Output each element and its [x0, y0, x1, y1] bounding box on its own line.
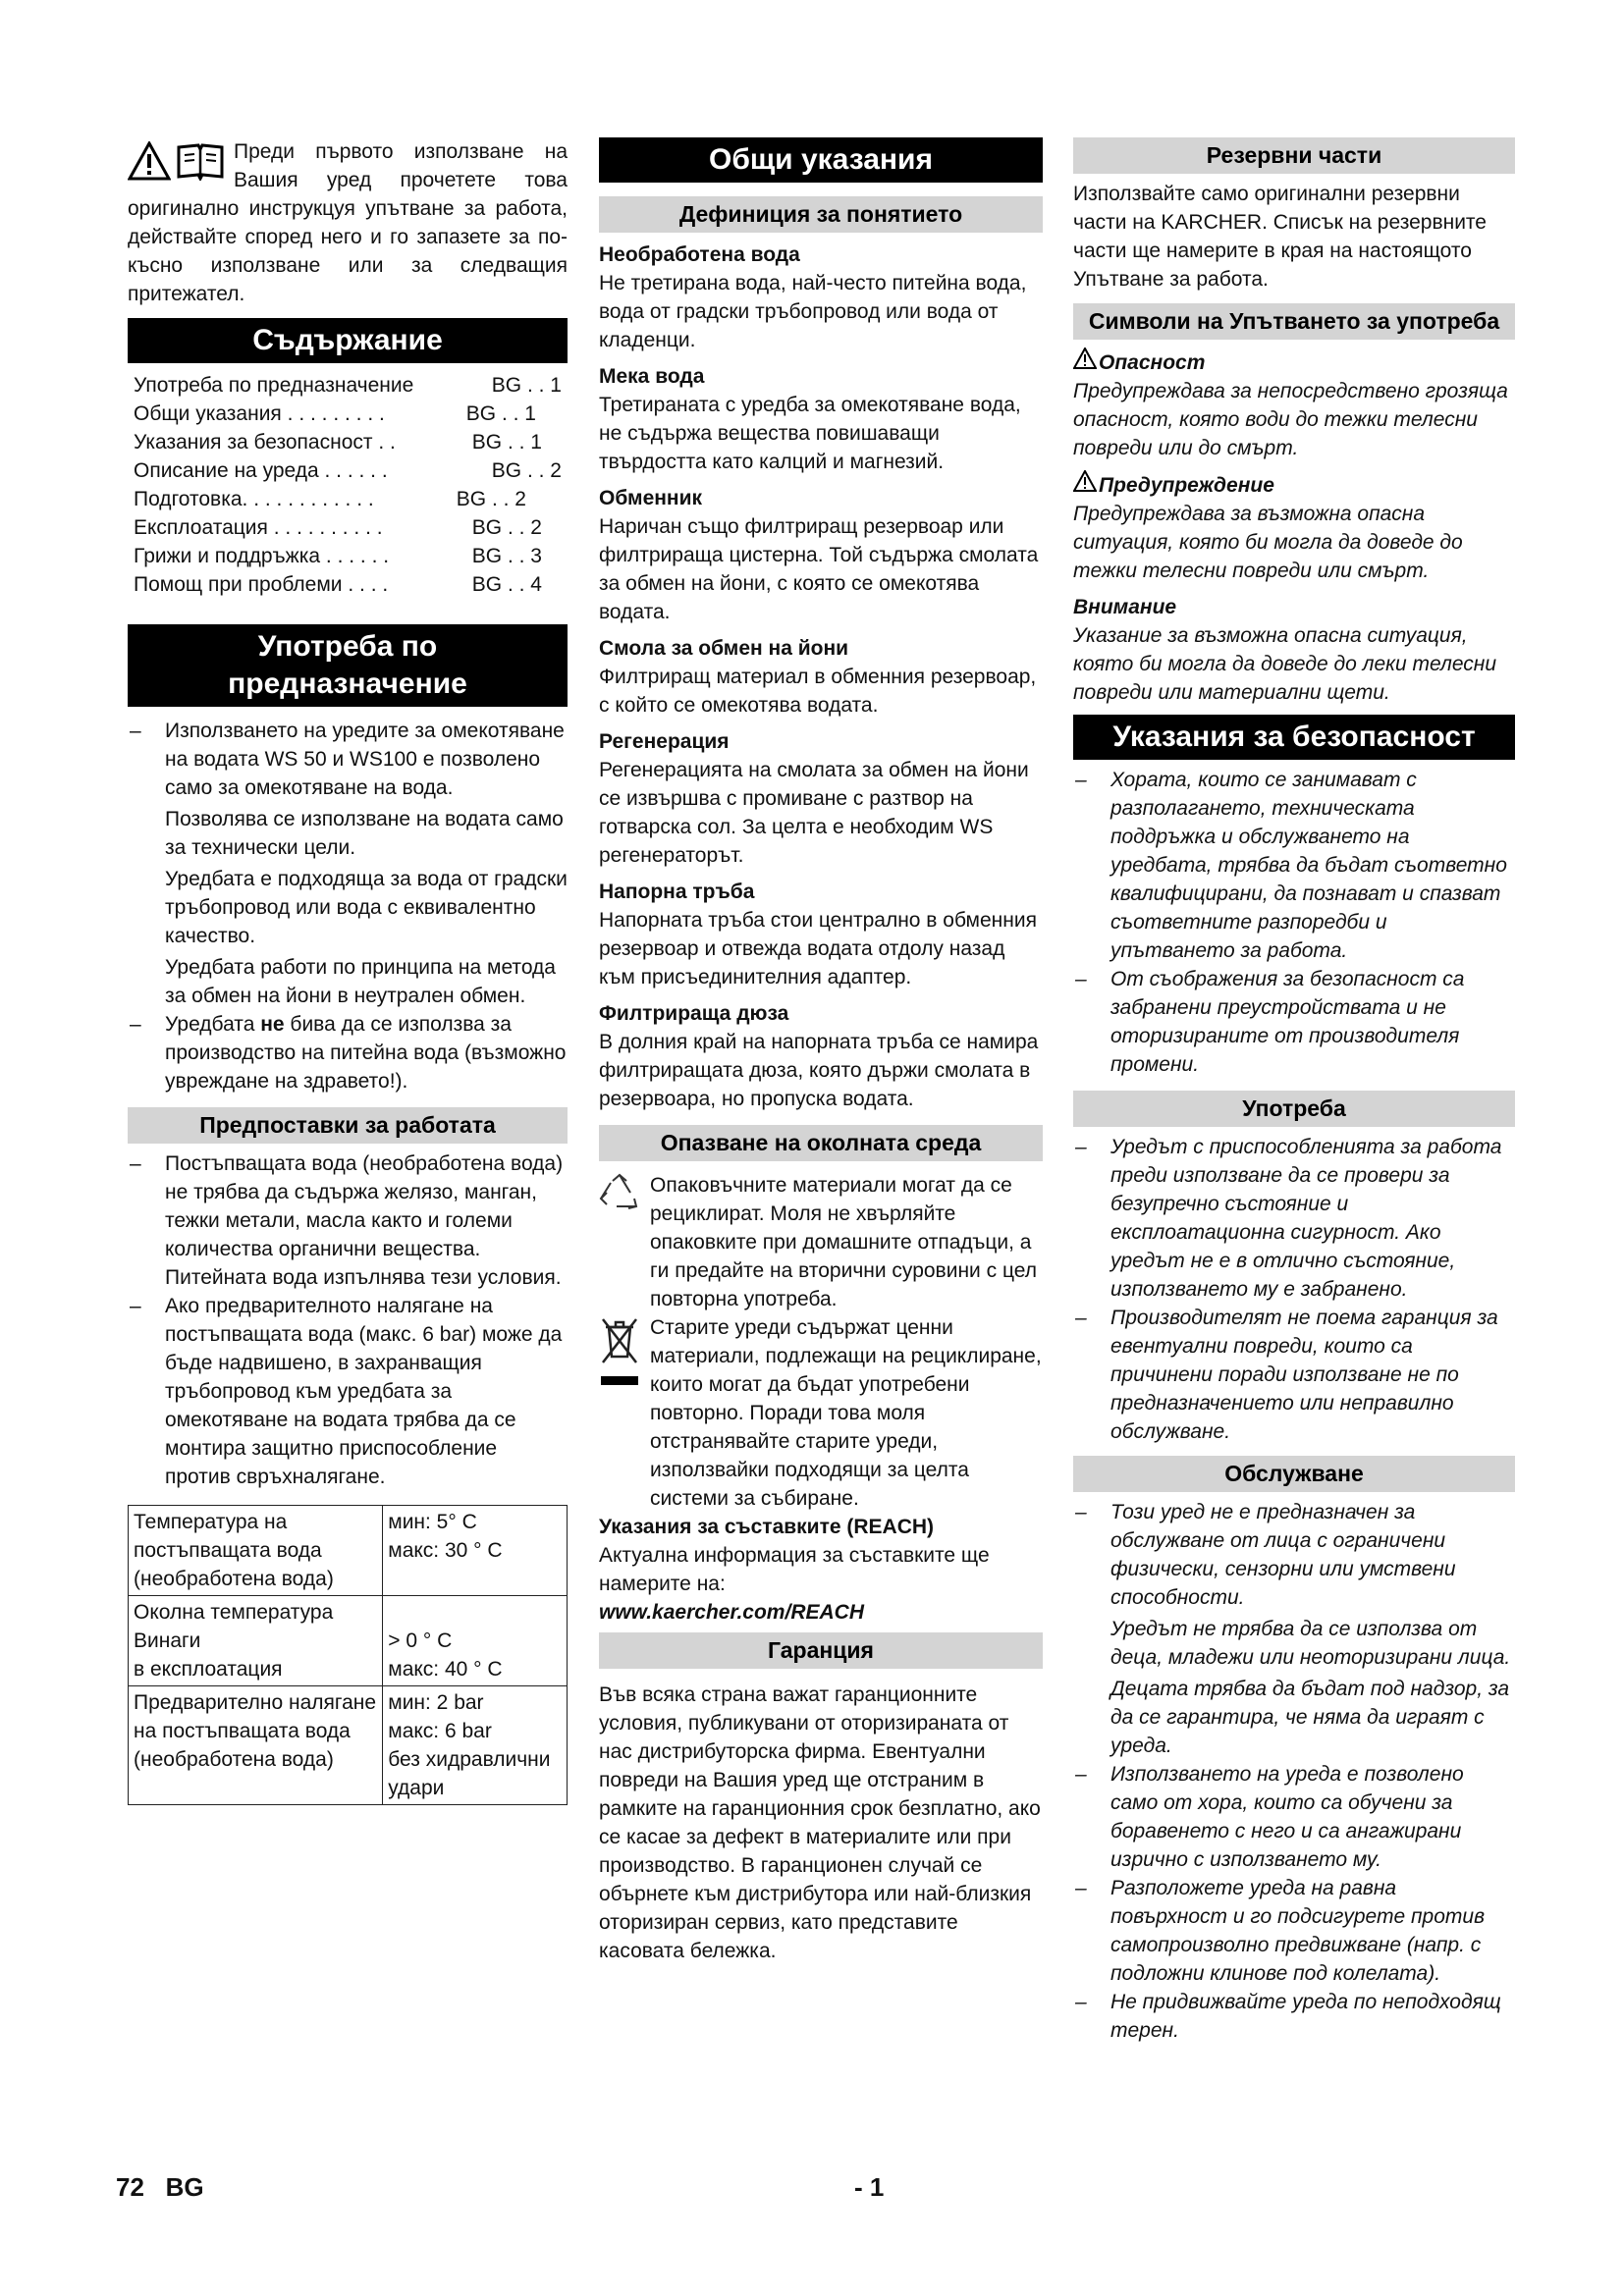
- toc-item[interactable]: [134, 400, 562, 428]
- page-language: BG: [165, 2172, 204, 2202]
- spare-text: Използвайте само оригинални резервни части на KARCHER. Списък на резервните части ще намерите в края на настоящото Упътване за работа.: [1073, 183, 1487, 291]
- column-middle: [599, 137, 1043, 1965]
- toc-list: [128, 363, 568, 599]
- env-recycle-row: [599, 1171, 1043, 1313]
- spare-heading: Резервни части: [1073, 137, 1515, 174]
- term-soft-water-desc: Третираната с уредба за омекотяване вода, не съдържа вещества повишаващи твърдостта като калций и магнезий.: [599, 394, 1021, 473]
- definitions: [599, 240, 1043, 1113]
- column-left: [128, 137, 568, 1805]
- use-bullet-2: – Производителят не поема гаранция за евентуални повреди, които са причинени поради използване не по предназначението или неправилно обслужване.: [1073, 1304, 1515, 1446]
- env-heading: Опазване на околната среда: [599, 1125, 1043, 1161]
- usage-heading: Употреба по предназначение: [128, 624, 568, 707]
- usage-sub-3: Уредбата работи по принципа на метода за обмен на йони в неутрален обмен.: [165, 956, 556, 1007]
- env-recycle-text: Опаковъчните материали могат да се рециклират. Моля не хвърляйте опаковките при домашните отпадъци, а ги предайте на вторични суровини с цел повторна употреба.: [650, 1174, 1037, 1310]
- toc-item-ref: BG . . 2: [456, 488, 526, 510]
- usage-sub-1: Позволява се използване на водата само за технически цели.: [165, 808, 564, 859]
- service-sub-2: Децата трябва да бъдат под надзор, за да се гарантира, че няма да играят с уреда.: [1110, 1678, 1510, 1757]
- usage-sub-2: Уредбата е подходяща за вода от градски тръбопровод или вода с еквивалентно качество.: [165, 868, 568, 947]
- intro-block: [128, 137, 568, 308]
- page-number: 72: [116, 2172, 144, 2202]
- usage-section: [128, 717, 568, 1095]
- env-weee-text: Старите уреди съдържат ценни материали, подлежащи на рециклиране, които могат да бъдат употребени повторно. Поради това моля отстранявайте старите уреди, използвайки подходящи за целта системи за събиране.: [650, 1316, 1042, 1510]
- warning-text: Предупреждава за възможна опасна ситуация, която би могла да доведе до тежки телесни повреди или смърт.: [1073, 503, 1463, 582]
- toc-item-dots: . . . . . .: [318, 459, 388, 482]
- page-footer-center: - 1: [854, 2172, 885, 2202]
- toc-item-label: Помощ при проблеми: [134, 573, 343, 596]
- general-heading: Общи указания: [599, 137, 1043, 183]
- service-heading: Обслужване: [1073, 1456, 1515, 1492]
- spec-cell: Предварително налягане на постъпващата вода (необработена вода): [129, 1686, 383, 1805]
- usage-bullet-2: [128, 1010, 568, 1095]
- intro-text: Преди първото използване на Вашия уред прочетете това оригинално инструкцуя упътване за работа, действайте според него и го запазете за по-късно използване или за следващия притежател.: [128, 140, 568, 305]
- safety-heading: Указания за безопасност: [1073, 715, 1515, 760]
- term-filter-nozzle: Филтрираща дюза: [599, 1002, 789, 1025]
- toc-item-label: Употреба по предназначение: [134, 374, 414, 397]
- toc-item-ref: BG . . 2: [491, 459, 562, 482]
- service-bullet-2: – Използването на уреда е позволено само от хора, които са обучени за боравенето с него и са ангажирани изрично с използването му.: [1073, 1760, 1515, 1874]
- warranty-heading: Гаранция: [599, 1632, 1043, 1669]
- usage-bullet-2-pre: Уредбата: [165, 1013, 261, 1036]
- toc-item-label: Подготовка: [134, 488, 243, 510]
- term-resin: Смола за обмен на йони: [599, 637, 849, 660]
- service-sub-1: Уредът не трябва да се използва от деца, младежи или неоторизирани лица.: [1110, 1618, 1511, 1669]
- term-pressure-pipe: Напорна тръба: [599, 881, 755, 903]
- prereq-bullet-1: – Постъпващата вода (необработена вода) не трябва да съдържа желязо, манган, тежки метали, масла както и големи количества органични вещества. Питейната вода изпълнява тези условия.: [128, 1149, 568, 1292]
- reach-title: Указания за съставките (REACH): [599, 1516, 935, 1538]
- toc-item-dots: . . . . . . . . . .: [267, 516, 383, 539]
- toc-item[interactable]: [134, 428, 562, 456]
- spec-cell: мин: 5° C макс: 30 ° C: [383, 1506, 568, 1596]
- safety-bullet-1: – Хората, които се занимават с разполагането, техническата поддръжка и обслужването на уредбата, трябва да бъдат съответно квалифицирани, да познават и спазват съответните разпоредби и упътването за работа.: [1073, 766, 1515, 965]
- term-regeneration-desc: Регенерацията на смолата за обмен на йони се извършва с промиване с разтвор на готварска сол. За целта е необходим WS регенераторът.: [599, 759, 1029, 867]
- term-regeneration: Регенерация: [599, 730, 730, 753]
- column-right: [1073, 137, 1515, 2045]
- toc-item-label: Грижи и поддръжка: [134, 545, 321, 567]
- toc-item-ref: BG . . 1: [471, 431, 542, 454]
- term-filter-nozzle-desc: В долния край на напорната тръба се намира филтриращата дюза, която държи смолата в резервоара, но пропуска водата.: [599, 1031, 1039, 1110]
- danger-text: Предупреждава за непосредствено грозяща опасност, която води до тежки телесни повреди или до смърт.: [1073, 380, 1508, 459]
- service-bullet-1: – Този уред не е предназначен за обслужване от лица с ограничени физически, сензорни или умствени способности.: [1073, 1498, 1515, 1612]
- toc-heading: Съдържание: [128, 318, 568, 363]
- toc-item-label: Общи указания: [134, 402, 282, 425]
- danger-triangle-icon: [1073, 347, 1097, 377]
- warning-small-triangle-icon: [1073, 470, 1097, 500]
- toc-item-label: Описание на уреда: [134, 459, 319, 482]
- toc-item-dots: . . . . . . . . .: [281, 402, 385, 425]
- term-exchanger: Обменник: [599, 487, 703, 509]
- toc-item-ref: BG . . 1: [491, 374, 562, 397]
- usage-bullet-2-post: бива да се използва за производство на питейна вода (възможно увреждане на здравето!).: [165, 1013, 567, 1093]
- term-raw-water-desc: Не третирана вода, най-често питейна вода, вода от градски тръбопровод или вода от кладенци.: [599, 272, 1027, 351]
- reach-link[interactable]: www.kaercher.com/REACH: [599, 1601, 864, 1624]
- use-section: [1073, 1133, 1515, 1446]
- spec-cell: мин: 2 bar макс: 6 bar без хидравлични удари: [383, 1686, 568, 1805]
- danger-heading: [1073, 347, 1515, 377]
- toc-item-label: Указания за безопасност: [134, 431, 373, 454]
- env-weee-row: [599, 1313, 1043, 1513]
- toc-item[interactable]: [134, 542, 562, 570]
- definition-heading: Дефиниция за понятието: [599, 196, 1043, 233]
- toc-item-dots: . . . .: [342, 573, 389, 596]
- warning-label: Предупреждение: [1099, 473, 1274, 497]
- toc-item[interactable]: [134, 371, 562, 400]
- warning-triangle-icon: [128, 141, 171, 181]
- toc-item-label: Експлоатация: [134, 516, 268, 539]
- safety-bullet-2: – От съображения за безопасност са забранени преустройствата и не оторизираните от производителя промени.: [1073, 965, 1515, 1079]
- symbols-section: [1073, 347, 1515, 707]
- toc-item-ref: BG . . 2: [471, 516, 542, 539]
- crossed-bin-icon: [599, 1313, 644, 1513]
- term-soft-water: Мека вода: [599, 365, 705, 388]
- safety-section: [1073, 766, 1515, 1079]
- term-pressure-pipe-desc: Напорната тръба стои централно в обменния резервоар и отвежда водата отдолу назад към присъединителния адаптер.: [599, 909, 1037, 988]
- warning-heading: [1073, 470, 1515, 500]
- toc-item[interactable]: [134, 456, 562, 485]
- term-exchanger-desc: Наричан също филтриращ резервоар или филтрираща цистерна. Той съдържа смолата за обмен на йони, с която се омекотява водата.: [599, 515, 1039, 623]
- page-footer-left: [116, 2173, 204, 2202]
- toc-item-dots: . . . . . .: [320, 545, 390, 567]
- toc-item-dots: . . . . . . . . . . . .: [242, 488, 374, 510]
- spec-row: [129, 1506, 568, 1596]
- intro-icons: [128, 141, 226, 181]
- toc-item[interactable]: [134, 570, 562, 599]
- spec-table: [128, 1505, 568, 1805]
- spec-row: [129, 1596, 568, 1686]
- toc-item[interactable]: [134, 513, 562, 542]
- manual-book-icon: [175, 141, 226, 181]
- prereq-section: [128, 1149, 568, 1491]
- service-bullet-3: – Разположете уреда на равна повърхност и го подсигурете против самопроизволно предвижване (напр. с подложни клинове под колелата).: [1073, 1874, 1515, 1988]
- use-heading: Употреба: [1073, 1091, 1515, 1127]
- service-bullet-4: – Не придвижвайте уреда по неподходящ терен.: [1073, 1988, 1515, 2045]
- reach-text: Актуална информация за съставките ще намерите на:: [599, 1544, 990, 1595]
- spec-row: [129, 1686, 568, 1805]
- usage-bullet-2-bold: не: [260, 1013, 285, 1036]
- toc-item-ref: BG . . 3: [471, 545, 542, 567]
- usage-bullet-1: – Използването на уредите за омекотяване на водата WS 50 и WS100 е позволено само за омекотяване на вода.: [128, 717, 568, 802]
- env-section: [599, 1171, 1043, 1627]
- symbols-heading: Символи на Упътването за употреба: [1073, 303, 1515, 340]
- toc-item-ref: BG . . 4: [471, 573, 542, 596]
- toc-item-ref: BG . . 1: [465, 402, 536, 425]
- caution-label: Внимание: [1073, 596, 1177, 618]
- prereq-bullet-2: – Ако предварителното налягане на постъпващата вода (макс. 6 bar) може да бъде надвишено, в захранващия тръбопровод към уредбата за омекотяване на водата трябва да се монтира защитно приспособление против свръхналягане.: [128, 1292, 568, 1491]
- term-raw-water: Необработена вода: [599, 243, 800, 266]
- prereq-heading: Предпоставки за работата: [128, 1107, 568, 1144]
- danger-label: Опасност: [1099, 350, 1206, 374]
- caution-text: Указание за възможна опасна ситуация, която би могла да доведе до леки телесни повреди или материални щети.: [1073, 624, 1497, 704]
- use-bullet-1: – Уредът с приспособленията за работа преди използване да се провери за безупречно състояние и експлоатационна сигурност. Ако уредът не е в отлично състояние, използването му е забранено.: [1073, 1133, 1515, 1304]
- service-section: [1073, 1498, 1515, 2045]
- recycle-icon: [599, 1171, 644, 1313]
- spec-cell: Околна температура Винаги в експлоатация: [129, 1596, 383, 1686]
- caution-heading: [1073, 593, 1515, 621]
- spec-cell: > 0 ° C макс: 40 ° C: [383, 1596, 568, 1686]
- spec-cell: Температура на постъпващата вода (необработена вода): [129, 1506, 383, 1596]
- warranty-text: Във всяка страна важат гаранционните условия, публикувани от оторизираната от нас дистрибуторска фирма. Евентуални повреди на Вашия уред ще отстраним в рамките на гаранционния срок безплатно, ако се касае за дефект в материалите или при производство. В гаранционен случай се обърнете към дистрибутора или най-близкия оторизиран сервиз, като представите касовата бележка.: [599, 1683, 1041, 1962]
- toc-item-dots: . .: [372, 431, 396, 454]
- toc-item[interactable]: [134, 485, 562, 513]
- term-resin-desc: Филтриращ материал в обменния резервоар, с който се омекотява водата.: [599, 666, 1037, 717]
